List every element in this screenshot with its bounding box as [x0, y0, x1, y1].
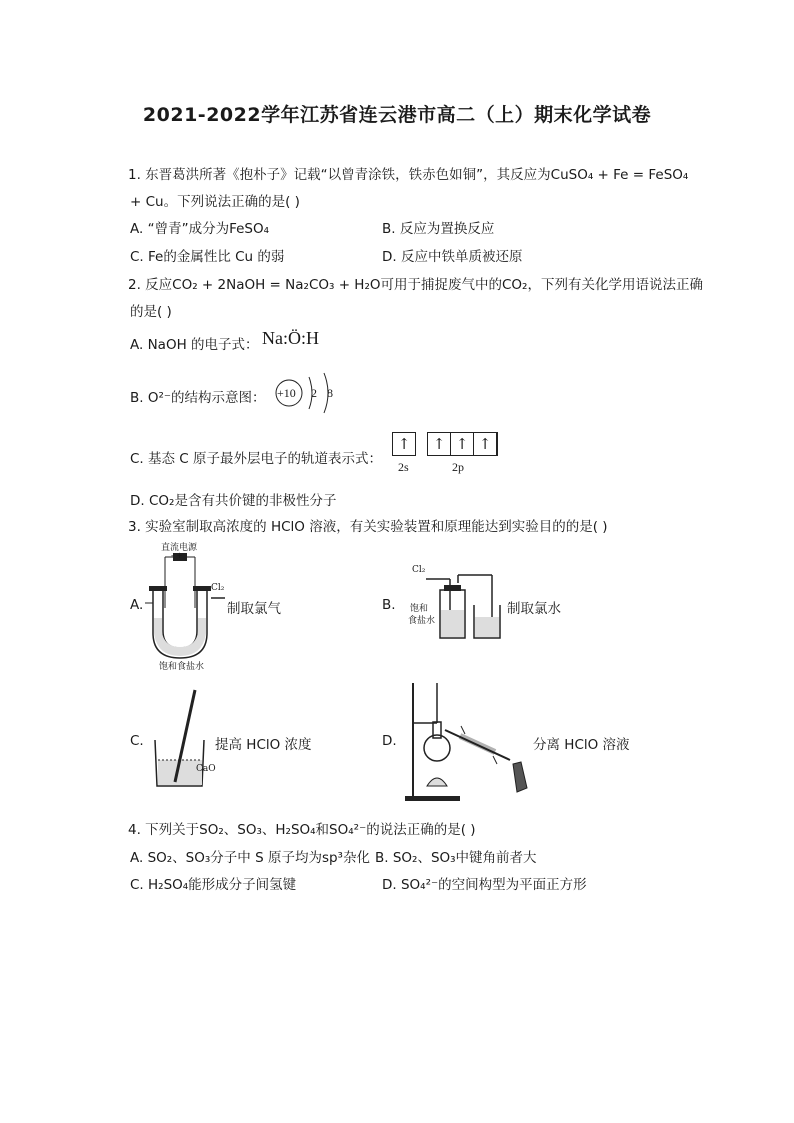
q3-option-c-letter: C. — [130, 733, 144, 749]
beaker-with-rod — [150, 688, 220, 788]
q4-option-b: B. SO₂、SO₃中键角前者大 — [375, 850, 537, 866]
q3-option-a-text: 制取氯气 — [227, 601, 281, 617]
q1-option-a: A. “曾青”成分为FeSO₄ — [130, 221, 270, 237]
q2-stem-line2: 的是( ) — [130, 304, 172, 320]
brine-label: 饱和 — [410, 604, 429, 614]
q4-stem: 4. 下列关于SO₂、SO₃、H₂SO₄和SO₄²⁻的说法正确的是( ) — [128, 822, 476, 838]
power-supply-label: 直流电源 — [161, 543, 198, 553]
q2-option-a-label: A. NaOH 的电子式： — [130, 337, 259, 353]
distillation-apparatus — [405, 678, 530, 803]
nucleus-charge: +10 — [277, 386, 296, 400]
q4-option-d: D. SO₄²⁻的空间构型为平面正方形 — [382, 877, 587, 893]
q3-option-d-letter: D. — [382, 733, 397, 749]
q4-option-a: A. SO₂、SO₃分子中 S 原子均为sp³杂化 — [130, 850, 370, 866]
page-title: 2021-2022学年江苏省连云港市高二（上）期末化学试卷 — [142, 104, 652, 126]
q3-stem: 3. 实验室制取高浓度的 HClO 溶液，有关实验装置和原理能达到实验目的的是( ) — [128, 519, 608, 535]
q3-option-b-letter: B. — [382, 597, 396, 613]
q3-option-b-text: 制取氯水 — [507, 601, 561, 617]
gas-washing-apparatus — [408, 565, 504, 640]
cl2-label: Cl₂ — [211, 583, 225, 593]
orbital-2s-box — [392, 432, 416, 456]
shell-1-count: 2 — [311, 386, 317, 400]
electron-up-arrow: ↑ — [474, 433, 497, 455]
q1-option-c: C. Fe的金属性比 Cu 的弱 — [130, 249, 285, 265]
q1-stem-line2: + Cu。下列说法正确的是( ) — [130, 194, 300, 210]
q1-stem-line1: 1. 东晋葛洪所著《抱朴子》记载“以曾青涂铁，铁赤色如铜”，其反应为CuSO₄ + Fe = FeSO₄ — [128, 167, 689, 183]
naoh-electron-formula: Na:Ö:H — [262, 328, 319, 348]
q2-option-c-label: C. 基态 C 原子最外层电子的轨道表示式： — [130, 451, 383, 467]
orbital-2p-box — [427, 432, 498, 456]
orbital-2p-label: 2p — [452, 460, 464, 474]
q3-option-d-text: 分离 HClO 溶液 — [533, 737, 630, 753]
q2-option-d: D. CO₂是含有共价键的非极性分子 — [130, 493, 337, 509]
brine-label: 饱和食盐水 — [159, 662, 205, 672]
electrolysis-apparatus — [145, 543, 225, 672]
q1-option-b: B. 反应为置换反应 — [382, 221, 495, 237]
brine-label-2: 食盐水 — [408, 616, 436, 626]
orbital-2s-label: 2s — [398, 460, 409, 474]
shell-2-count: 8 — [327, 386, 333, 400]
q2-stem-line1: 2. 反应CO₂ + 2NaOH = Na₂CO₃ + H₂O可用于捕捉废气中的CO₂，下列有关化学用语说法正确 — [128, 277, 703, 293]
cao-label: CaO — [196, 764, 216, 774]
q2-option-b-label: B. O²⁻的结构示意图： — [130, 390, 266, 406]
electrode-sign-label: - + — [171, 551, 183, 560]
cl2-label: Cl₂ — [412, 565, 426, 575]
q3-option-a-letter: A. — [130, 597, 144, 613]
q1-option-d: D. 反应中铁单质被还原 — [382, 249, 523, 265]
q4-option-c: C. H₂SO₄能形成分子间氢键 — [130, 877, 297, 893]
electron-up-arrow: ↑ — [397, 435, 411, 453]
electron-up-arrow: ↑ — [451, 433, 474, 455]
o2-structure-diagram — [272, 368, 342, 418]
electron-up-arrow: ↑ — [428, 433, 451, 455]
q3-option-c-text: 提高 HClO 浓度 — [215, 737, 312, 753]
